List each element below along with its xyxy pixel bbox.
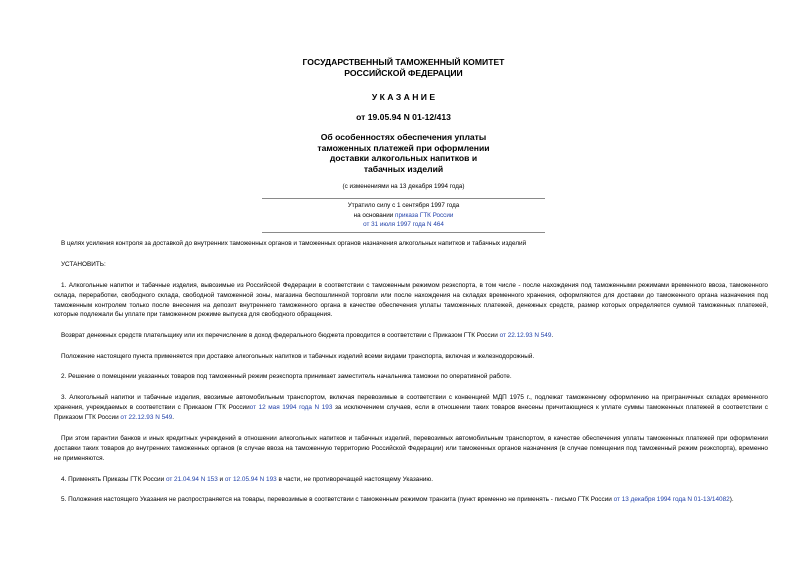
repeal-order-link[interactable]: приказа ГТК России (395, 211, 454, 219)
paragraph-text: за исключением случаев, если в отношении таких товаров внесены причитающиеся к уплате суммы таможенных платежей в соответствии с Приказом ГТК России (54, 403, 768, 421)
paragraph-text: 4. Применять Приказы ГТК России (61, 476, 166, 483)
divider-top (262, 198, 545, 199)
authority-line-1: ГОСУДАРСТВЕННЫЙ ТАМОЖЕННЫЙ КОМИТЕТ (302, 57, 505, 67)
order-549-link[interactable]: от 22.12.93 N 549 (499, 332, 552, 339)
title-line: таможенных платежей при оформлении (317, 142, 490, 153)
status-line-2 (0, 211, 807, 221)
paragraph-end: в части, не противоречащей настоящему Указанию. (276, 476, 433, 483)
paragraph-3 (54, 393, 768, 422)
paragraph-1: 1. Алкогольные напитки и табачные изделия, вывозимые из Российской Федерации в соответствии с таможенным режимом реэкспорта, в том числе - после нахождения под таможенными режимами временного ввоза, таможенного склада, переработки, свободного склада, свободной таможенной зоны, магазина беспошлинной торговли или после нахождения на складах временного хранения, оформляются для доставки до таможенного органа назначения под таможенным контролем только после внесения на депозит внутреннего таможенного органа в качестве обеспечения уплаты таможенных платежей, денежных средств, размер которых определяется суммой таможенных платежей, которые подлежали бы уплате при таможенном режиме выпуска для свободного обращения. (54, 282, 768, 319)
title-line: доставки алкогольных напитков и (329, 153, 478, 163)
establish-heading: УСТАНОВИТЬ: (61, 261, 106, 268)
repeal-order-date-link[interactable]: от 31 июля 1997 года N 464 (363, 221, 444, 229)
intro-paragraph: В целях усиления контроля за доставкой до внутренних таможенных органов и таможенных органов назначения алкогольных напитков и табачных изделий (61, 240, 527, 247)
amendment-note: (с изменениями на 13 декабря 1994 года) (342, 183, 465, 190)
title-line: Об особенностях обеспечения уплаты (320, 132, 487, 142)
letter-14082-link[interactable]: от 13 декабря 1994 года N 01-13/14082 (613, 496, 730, 503)
paragraph-end: . (172, 413, 175, 421)
paragraph-end: . (551, 332, 554, 339)
paragraph-guarantees: При этом гарантии банков и иных кредитных учреждений в отношении алкогольных напитков и табачных изделий, перевозимых автомобильным транспортом, в качестве обеспечения уплаты таможенных платежей при оформлении доставки таких товаров до внутренних таможенных органов (в случае ввоза на таможенную территорию Российской Федерации) или таможенных органов назначения (в случае помещения под таможенный режим реэкспорта), временно не применяются. (54, 435, 768, 462)
divider-bottom (262, 232, 545, 233)
status-block (0, 201, 807, 230)
order-549-link-2[interactable]: от 22.12.93 N 549 (120, 413, 173, 421)
status-line-3 (0, 220, 807, 230)
title-line: табачных изделий (363, 163, 444, 174)
status-prefix: на основании (353, 211, 396, 219)
paragraph-text: 3. Алкогольный напитки и табачные изделия, ввозимые автомобильным транспортом, включая перевозимые в соответствии с конвенцией МДП 1975 г., подлежат таможенному оформлению на приграничных складах временного хранения, учреждаемых в соответствии с Приказом ГТК России (54, 394, 768, 411)
paragraph-2: 2. Решение о помещении указанных товаров под таможенный режим реэкспорта принимает заместитель начальника таможни по оперативной работе. (61, 373, 512, 380)
paragraph-text: 5. Положения настоящего Указания не распространяется на товары, перевозимые в соответствии с таможенным режимом транзита (пункт временно не применять - письмо ГТК России (61, 496, 614, 503)
document-type: У К А З А Н И Е (371, 92, 436, 102)
order-193-link[interactable]: от 12 мая 1994 года N 193 (249, 403, 333, 411)
issuing-authority (0, 57, 807, 78)
paragraph-text: и (217, 476, 225, 483)
paragraph-5 (54, 495, 768, 505)
order-153-link[interactable]: от 21.04.94 N 153 (165, 476, 218, 483)
paragraph-scope: Положение настоящего пункта применяется при доставке алкогольных напитков и табачных изделий всеми видами транспорта, включая и железнодорожный. (61, 353, 535, 360)
order-193-link-2[interactable]: от 12.05.94 N 193 (224, 476, 277, 483)
document-number: от 19.05.94 N 01-12/413 (356, 112, 451, 122)
paragraph-end: ). (729, 496, 734, 503)
document-title (0, 132, 807, 174)
paragraph-4 (54, 475, 768, 485)
paragraph-text: Возврат денежных средств плательщику или их перечисление в доход федерального бюджета проводится в соответствии с Приказом ГТК России (61, 332, 500, 339)
authority-line-2: РОССИЙСКОЙ ФЕДЕРАЦИИ (344, 67, 463, 78)
paragraph-return-funds (54, 331, 768, 341)
status-line-1: Утратило силу с 1 сентября 1997 года (347, 202, 460, 209)
